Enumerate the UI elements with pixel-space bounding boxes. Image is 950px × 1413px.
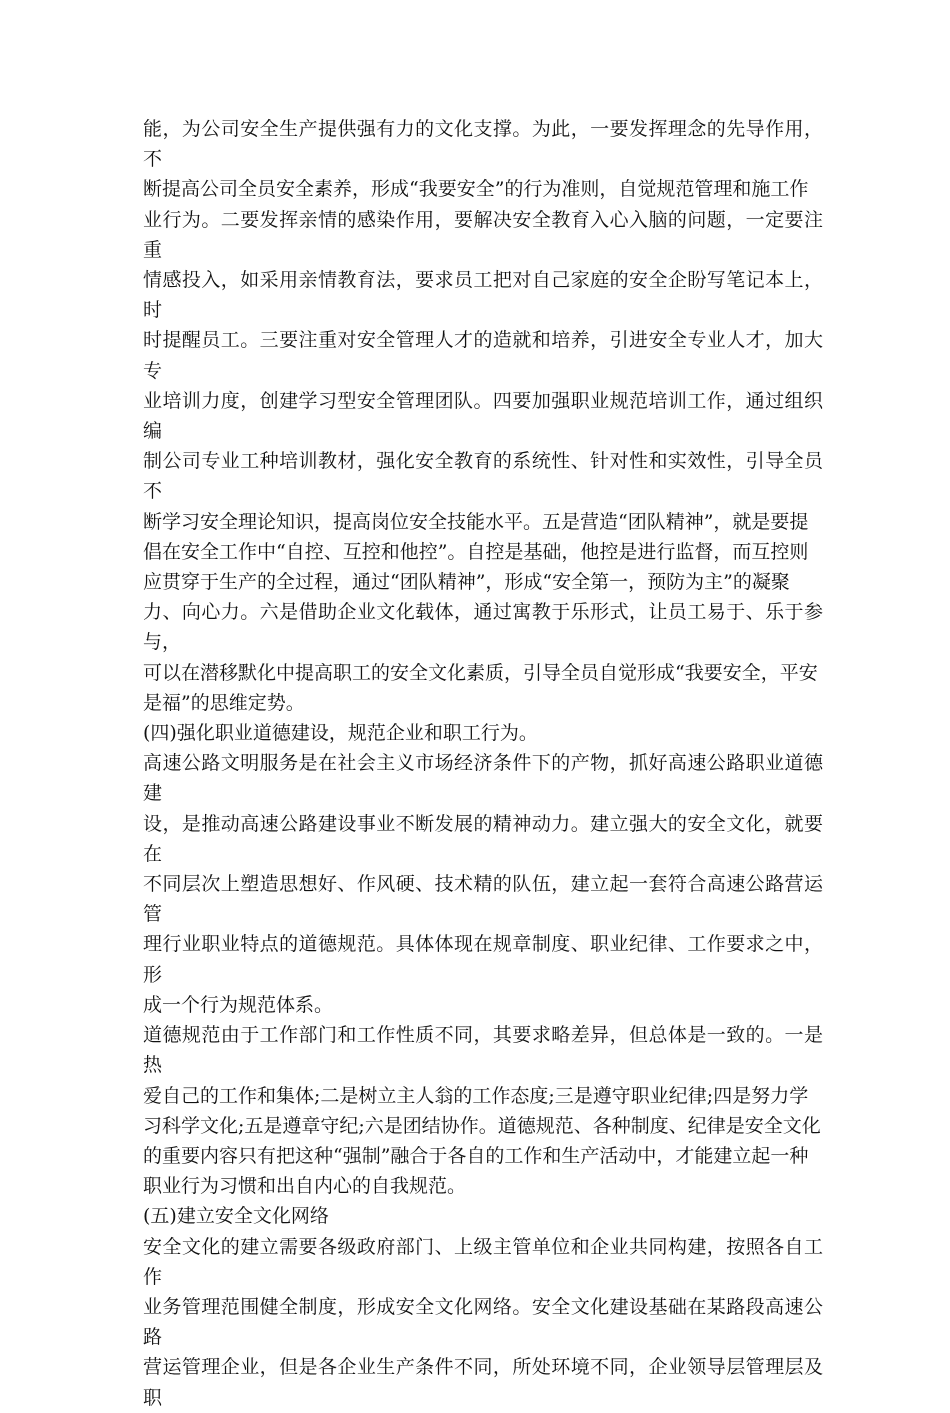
paragraph-moral-norms: 道德规范由于工作部门和工作性质不同，其要求略差异，但总体是一致的。一是热 爱自己的工作和集体;二是树立主人翁的工作态度;三是遵守职业纪律;四是努力学 习科学文化;五是遵章守纪;六是团结协作。道德规范、各种制度、纪律是安全文化 的重要内容只有把这种“强制”融合于各自的工作和生产活动中，才能建立起一种 职业行为习惯和出自内心的自我规范。 xyxy=(143,1024,823,1198)
paragraph-safety-culture-support: 能，为公司安全生产提供强有力的文化支撑。为此，一要发挥理念的先导作用，不 断提高公司全员安全素养，形成“我要安全”的行为准则，自觉规范管理和施工作 业行为。二要发挥亲情的感染作用，要解决安全教育入心入脑的问题，一定要注重 情感投入，如采用亲情教育法，要求员工把对自己家庭的安全企盼写笔记本上，时 时提醒员工。三要注重对安全管理人才的造就和培养，引进安全专业人才，加大专 业培训力度，创建学习型安全管理团队。四要加强职业规范培训工作，通过组织编 制公司专业工种培训教材，强化安全教育的系统性、针对性和实效性，引导全员不 断学习安全理论知识，提高岗位安全技能水平。五是营造“团队精神”，就是要提 倡在安全工作中“自控、互控和他控”。自控是基础，他控是进行监督，而互控则 应贯穿于生产的全过程，通过“团队精神”，形成“安全第一，预防为主”的凝聚 力、向心力。六是借助企业文化载体，通过寓教于乐形式，让员工易于、乐于参与， 可以在潜移默化中提高职工的安全文化素质，引导全员自觉形成“我要安全，平安 是福”的思维定势。 xyxy=(143,118,823,714)
paragraph-highway-civil-service: 高速公路文明服务是在社会主义市场经济条件下的产物，抓好高速公路职业道德建 设，是推动高速公路建设事业不断发展的精神动力。建立强大的安全文化，就要在 不同层次上塑造思想好、作风硬、技术精的队伍，建立起一套符合高速公路营运管 理行业职业特点的道德规范。具体体现在规章制度、职业纪律、工作要求之中，形 成一个行为规范体系。 xyxy=(143,752,823,1016)
section-heading-professional-ethics: (四)强化职业道德建设，规范企业和职工行为。 xyxy=(143,722,538,745)
paragraph-safety-culture-network: 安全文化的建立需要各级政府部门、上级主管单位和企业共同构建，按照各自工作 业务管理范围健全制度，形成安全文化网络。安全文化建设基础在某路段高速公路 营运管理企业，但是各企业生产条件不同，所处环境不同，企业领导层管理层及职 xyxy=(143,1235,823,1409)
document-body xyxy=(143,114,823,1413)
section-heading-safety-culture-network: (五)建立安全文化网络 xyxy=(143,1205,329,1228)
